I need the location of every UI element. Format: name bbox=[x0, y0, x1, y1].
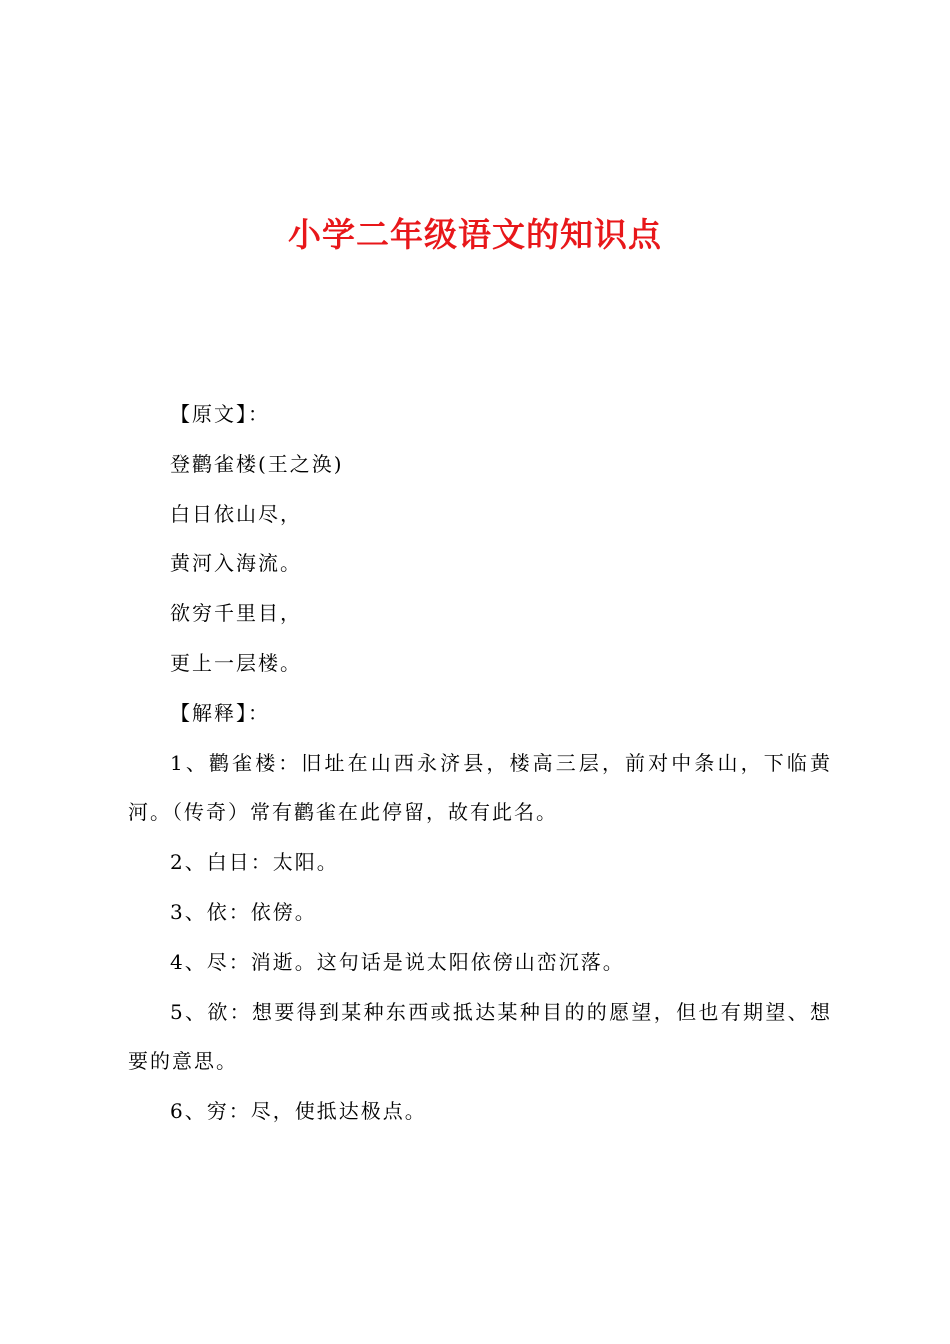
paragraph-explanation-heading: 【解释】： bbox=[170, 700, 270, 725]
document-title: 小学二年级语文的知识点 bbox=[288, 215, 662, 254]
paragraph-explanation-item: 4、尽：消逝。这句话是说太阳依傍山峦沉落。 bbox=[170, 949, 625, 974]
paragraph-explanation-item: 6、穷：尽，使抵达极点。 bbox=[170, 1099, 427, 1124]
paragraph-poem-line: 黄河入海流。 bbox=[170, 551, 302, 576]
paragraph-poem-line: 更上一层楼。 bbox=[170, 650, 302, 675]
paragraph-original-heading: 【原文】： bbox=[170, 402, 270, 426]
paragraph-poem-line: 白日依山尽， bbox=[170, 501, 302, 526]
paragraph-poem-line: 欲穷千里目， bbox=[170, 601, 302, 626]
paragraph-poem-title: 登鹳雀楼(王之涣) bbox=[170, 451, 344, 476]
paragraph-explanation-item: 2、白日：太阳。 bbox=[170, 850, 339, 875]
paragraph-explanation-item: 3、依：依傍。 bbox=[170, 899, 317, 924]
document-body bbox=[128, 390, 832, 1137]
paragraph-explanation-item: 5、欲：想要得到某种东西或抵达某种目的的愿望，但也有期望、想要的意思。 bbox=[128, 999, 832, 1074]
paragraph-explanation-item: 1、鹳雀楼：旧址在山西永济县，楼高三层，前对中条山，下临黄河。（传奇）常有鹳雀在此停留，故有此名。 bbox=[128, 750, 832, 825]
